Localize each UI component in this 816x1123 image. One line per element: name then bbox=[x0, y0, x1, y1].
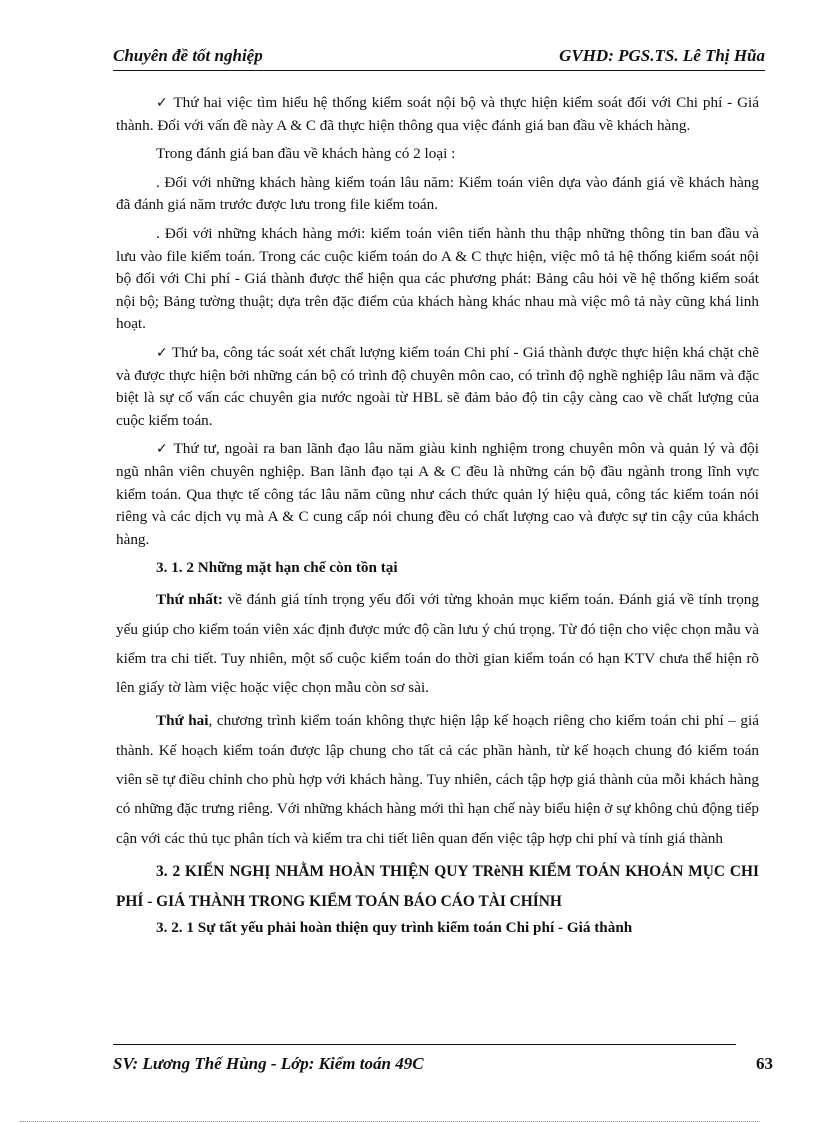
header-rule bbox=[113, 70, 765, 71]
paragraph-new-clients: . Đối với những khách hàng mới: kiểm toán viên tiến hành thu thập những thông tin ban đầu và lưu vào file kiểm toán. Trong các cuộc kiểm toán do A & C thực hiện, việc mô tả hệ thống kiểm soát nội bộ đối với Chi phí - Giá thành được thể hiện qua các phương phát: Bảng câu hỏi về hệ thống kiểm soát nội bộ; Bảng tường thuật; dựa trên đặc điểm của khách hàng khác nhau mà việc mô tả này cũng khá linh hoạt. bbox=[116, 224, 759, 333]
footer-student: SV: Lương Thế Hùng - Lớp: Kiểm toán 49C bbox=[113, 1054, 424, 1073]
page-edge-divider bbox=[20, 1121, 760, 1122]
checkmark-icon: ✓ bbox=[156, 95, 169, 111]
section-heading-312: 3. 1. 2 Những mặt hạn chế còn tồn tại bbox=[156, 559, 398, 577]
paragraph-third-point bbox=[116, 342, 759, 432]
section-heading-32: 3. 2 KIẾN NGHỊ NHẰM HOÀN THIỆN QUY TRèNH KIỂM TOÁN KHOẢN MỤC CHI PHÍ - GIÁ THÀNH TRONG KIỂM TOÁN BÁO CÁO TÀI CHÍNH bbox=[116, 862, 759, 910]
checkmark-icon: ✓ bbox=[156, 441, 169, 458]
paragraph-second-point bbox=[116, 92, 759, 137]
header-advisor: GVHD: PGS.TS. Lê Thị Hũa bbox=[559, 46, 765, 65]
paragraph-second-limitation bbox=[116, 706, 759, 852]
paragraph-first-limitation bbox=[116, 585, 759, 702]
checkmark-icon: ✓ bbox=[156, 344, 169, 361]
paragraph-text: , chương trình kiểm toán không thực hiện lập kế hoạch riêng cho kiểm toán chi phí – giá thành. Kế hoạch kiểm toán được lập chung cho tất cả các phần hành, từ kế hoạch chung đó kiểm toán viên sẽ tự điều chỉnh cho phù hợp với khách hàng. Tuy nhiên, cách tập hợp giá thành của mỗi khách hàng có những đặc trưng riêng. Với những khách hàng mới thì hạn chế này biểu hiện ở sự không chủ động tiếp cận với các thủ tục phân tích và kiểm tra chi tiết liên quan đến việc tập hợp chi phí và tính giá thành bbox=[116, 712, 759, 847]
limitation-label: Thứ nhất: bbox=[156, 591, 223, 609]
page-header bbox=[113, 46, 765, 72]
paragraph-fourth-point bbox=[116, 438, 759, 551]
paragraph-text: về đánh giá tính trọng yếu đối với từng khoản mục kiểm toán. Đánh giá về tính trọng yếu giúp cho kiểm toán viên xác định được mức độ cần lưu ý chú trọng. Từ đó tiện cho việc chọn mẫu và kiểm tra chi tiết. Tuy nhiên, một số cuộc kiểm toán do thời gian kiểm toán có hạn KTV chưa thể hiện rõ lên giấy tờ làm việc hoặc việc chọn mẫu còn sơ sài. bbox=[116, 591, 759, 697]
limitation-label: Thứ hai bbox=[156, 712, 209, 730]
section-heading-321: 3. 2. 1 Sự tất yếu phải hoàn thiện quy trình kiểm toán Chi phí - Giá thành bbox=[156, 918, 633, 936]
footer-rule bbox=[113, 1044, 736, 1048]
header-title: Chuyên đề tốt nghiệp bbox=[113, 46, 263, 65]
page-number: 63 bbox=[756, 1054, 773, 1073]
paragraph-initial-assessment: Trong đánh giá ban đầu về khách hàng có 2 loại : bbox=[156, 145, 456, 163]
page-body bbox=[116, 92, 759, 945]
paragraph-text: Thứ ba, công tác soát xét chất lượng kiểm toán Chi phí - Giá thành được thực hiện khá chặt chẽ và được thực hiện bởi những cán bộ có trình độ chuyên môn cao, có trình độ nghề nghiệp lâu năm và đặc biệt là sự cố vấn các chuyên gia nước ngoài từ HBL sẽ đảm bảo độ tin cậy càng cao về chất lượng của cuộc kiểm toán. bbox=[116, 343, 759, 429]
paragraph-longterm-clients: . Đối với những khách hàng kiểm toán lâu năm: Kiểm toán viên dựa vào đánh giá về khách hàng đã đánh giá năm trước được lưu trong file kiểm toán. bbox=[116, 173, 759, 214]
paragraph-text: Thứ tư, ngoài ra ban lãnh đạo lâu năm giàu kinh nghiệm trong chuyên môn và quản lý và đội ngũ nhân viên chuyên nghiệp. Ban lãnh đạo tại A & C đều là những cán bộ đầu ngành trong lĩnh vực kiểm toán. Qua thực tế công tác lâu năm cũng như cách thức quản lý hiệu quả, công tác kiểm toán nói riêng và các dịch vụ mà A & C cung cấp nói chung đều có chất lượng cao và được sự tin cậy của khách hàng. bbox=[116, 440, 759, 548]
paragraph-text: Thứ hai việc tìm hiểu hệ thống kiểm soát nội bộ và thực hiện kiểm soát đối với Chi phí - Giá thành. Đối với vấn đề này A & C đã thực hiện thông qua việc đánh giá ban đầu về khách hàng. bbox=[116, 94, 760, 134]
